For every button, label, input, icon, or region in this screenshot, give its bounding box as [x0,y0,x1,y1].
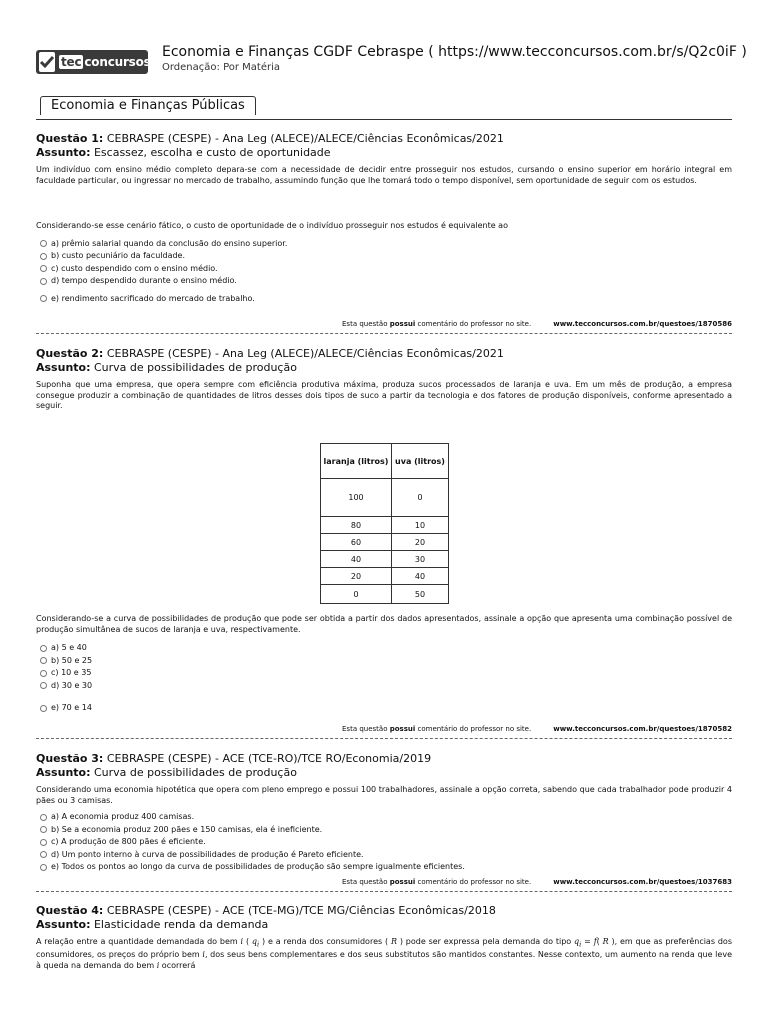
option-a[interactable] [36,811,732,824]
question-3 [36,752,732,874]
option-d[interactable] [36,680,732,693]
option-d[interactable] [36,849,732,862]
question-header [36,347,732,361]
option-a[interactable] [36,238,732,251]
subject-text: Escassez, escolha e custo de oportunidade [93,146,331,159]
table-cell: 0 [392,479,449,517]
option-label: a) A economia produz 400 camisas. [51,812,195,821]
radio-button[interactable] [40,826,47,833]
table-row [321,585,449,604]
option-e[interactable] [36,861,732,874]
radio-button[interactable] [40,851,47,858]
question-number: Questão 1: [36,132,104,145]
table-header: laranja (litros) [321,444,392,479]
option-c[interactable] [36,667,732,680]
option-label: d) 30 e 30 [51,680,93,690]
production-table [320,443,449,604]
subject-text: Curva de possibilidades de produção [93,361,297,374]
text-part: ( [243,937,252,946]
table-cell: 10 [392,517,449,534]
table-cell: 80 [321,517,392,534]
question-text [36,937,732,971]
text-part: , dos seus bens complementares e dos seus substitutos são mantidos constantes. Nesse contexto, um aumento na renda que leve à queda na demanda do bem [36,950,732,970]
question-2-body [36,614,732,715]
math-symbol: R [602,937,609,946]
option-b[interactable] [36,655,732,668]
radio-button[interactable] [40,705,47,712]
question-1-body [36,221,732,305]
table-cell: 30 [392,551,449,568]
option-label: a) prêmio salarial quando da conclusão do ensino superior. [51,238,288,248]
table-cell: 40 [321,551,392,568]
radio-button[interactable] [40,253,47,260]
text-part: A relação entre a quantidade demandada do bem [36,937,241,946]
option-b[interactable] [36,250,732,263]
check-icon [39,52,55,72]
comment-note [342,725,531,733]
option-label: b) Se a economia produz 200 pães e 150 camisas, ela é ineficiente. [51,824,323,834]
question-footer [36,878,732,888]
question-subject [36,766,732,780]
text-part: = [581,937,594,946]
radio-button[interactable] [40,864,47,871]
comment-note-pre: Esta questão [342,878,390,886]
math-symbol: R [390,937,397,946]
table-header: uva (litros) [392,444,449,479]
section-divider [36,119,732,120]
comment-note-post: comentário do professor no site. [415,878,532,886]
table-row [321,479,449,517]
question-subject [36,918,732,932]
question-link[interactable]: www.tecconcursos.com.br/questoes/1037683 [553,878,732,886]
option-label: a) 5 e 40 [51,643,87,652]
question-header [36,904,732,918]
math-symbol: f [593,937,597,946]
comment-note-bold: possui [389,320,416,328]
option-label: b) custo pecuniário da faculdade. [51,251,186,260]
option-label: c) custo despendido com o ensino médio. [51,263,218,273]
logo-text [59,55,151,69]
question-source: CEBRASPE (CESPE) - Ana Leg (ALECE)/ALECE/Ciências Econômicas/2021 [106,347,504,360]
question-source: CEBRASPE (CESPE) - Ana Leg (ALECE)/ALECE/Ciências Econômicas/2021 [106,132,504,145]
text-part: ( [596,937,603,946]
math-symbol: q [251,937,258,946]
radio-button[interactable] [40,839,47,846]
question-separator [36,738,732,739]
logo-text-rest: concursos [84,55,151,69]
math-symbol: i [156,960,160,970]
question-separator [36,333,732,334]
table-cell: 100 [321,479,392,517]
option-c[interactable] [36,263,732,276]
option-a[interactable] [36,642,732,655]
radio-button[interactable] [40,657,47,664]
question-footer [36,320,732,330]
table-cell: 0 [321,585,392,604]
table-cell: 40 [392,568,449,585]
table-row [321,568,449,585]
question-prompt: Considerando-se a curva de possibilidades de produção que pode ser obtida a partir dos dados apresentados, assinale a opção que apresenta uma combinação possível de produção simultânea de sucos de laranja e uva, respectivamente. [36,614,732,634]
subject-label: Assunto: [36,146,91,159]
radio-button[interactable] [40,240,47,247]
question-2 [36,347,732,412]
option-b[interactable] [36,824,732,837]
subject-label: Assunto: [36,766,91,779]
comment-note-post: comentário do professor no site. [415,320,532,328]
ordering-label: Ordenação: Por Matéria [162,62,280,73]
comment-note [342,320,531,328]
table-cell: 20 [392,534,449,551]
subject-text: Curva de possibilidades de produção [93,766,297,779]
document-header [36,44,747,80]
math-symbol: i [240,937,244,946]
option-label: d) Um ponto interno à curva de possibilidades de produção é Pareto eficiente. [51,849,364,859]
table-header-row [321,444,449,479]
question-text: Considerando uma economia hipotética que opera com pleno emprego e possui 100 trabalhadores, assinale a opção correta, sabendo que cada trabalhador pode produzir 4 pães ou 3 camisas. [36,785,732,805]
question-separator [36,891,732,892]
text-part: ) pode ser expressa pela demanda do tipo [396,937,575,946]
option-label: b) 50 e 25 [51,655,93,665]
text-part: ) e a renda dos consumidores ( [259,937,391,946]
option-label: c) 10 e 35 [51,668,92,677]
question-subject [36,146,732,160]
option-d[interactable] [36,275,732,288]
radio-button[interactable] [40,814,47,821]
question-source: CEBRASPE (CESPE) - ACE (TCE-MG)/TCE MG/Ciências Econômicas/2018 [106,904,496,917]
question-number: Questão 4: [36,904,104,917]
comment-note-bold: possui [389,878,416,886]
text-part: ), em que as preferências dos consumidores, os preços do próprio bem [36,937,732,960]
question-number: Questão 2: [36,347,104,360]
math-symbol: q [574,937,580,946]
logo-text-tec: tec [61,55,82,69]
question-header [36,752,732,766]
option-label: e) Todos os pontos ao longo da curva de possibilidades de produção são sempre igualmente eficientes. [51,862,465,871]
comment-note-bold: possui [389,725,416,733]
table-cell: 50 [392,585,449,604]
question-text: Suponha que uma empresa, que opera sempre com eficiência produtiva máxima, produza sucos processados de laranja e uva. Em um mês de produção, a empresa consegue produzir a combinação de quantidades de litros desses dois tipos de suco a partir da tecnologia e dos fatores de produção disponíveis, conforme apresentado a seguir. [36,380,732,410]
option-c[interactable] [36,836,732,849]
question-source: CEBRASPE (CESPE) - ACE (TCE-RO)/TCE RO/Economia/2019 [106,752,432,765]
question-footer [36,725,732,735]
subject-label: Assunto: [36,918,91,931]
table-cell: 20 [321,568,392,585]
question-text: Um indivíduo com ensino médio completo depara-se com a necessidade de decidir entre prosseguir nos estudos, cursando o ensino superior em horário integral em faculdade particular, ou ingressar no mercado de trabalho, assumindo função que lhe tomará todo o tempo disponível, sem oportunidade de seguir com os estudos. [36,165,732,185]
option-e[interactable] [36,702,732,715]
radio-button[interactable] [40,670,47,677]
question-header [36,132,732,146]
radio-button[interactable] [40,278,47,285]
question-1 [36,132,732,186]
math-symbol: i [202,950,205,960]
question-subject [36,361,732,375]
comment-note-post: comentário do professor no site. [415,725,532,733]
math-subscript: i [579,940,582,949]
tecconcursos-logo [36,50,151,74]
table-row [321,534,449,551]
radio-button[interactable] [40,682,47,689]
question-number: Questão 3: [36,752,104,765]
comment-note [342,878,531,886]
radio-button[interactable] [40,295,47,302]
subject-label: Assunto: [36,361,91,374]
question-prompt: Considerando-se esse cenário fático, o custo de oportunidade de o indivíduo prosseguir nos estudos é equivalente ao [36,221,508,230]
text-part: ocorrerá [159,960,196,970]
radio-button[interactable] [40,645,47,652]
option-e[interactable] [36,293,732,306]
section-tab: Economia e Finanças Públicas [40,96,256,115]
option-label: e) rendimento sacrificado do mercado de trabalho. [51,293,255,303]
option-label: c) A produção de 800 pães é eficiente. [51,837,206,846]
question-4 [36,904,732,971]
comment-note-pre: Esta questão [342,320,390,328]
math-subscript: i [257,940,260,949]
question-link[interactable]: www.tecconcursos.com.br/questoes/1870582 [553,725,732,733]
table-cell: 60 [321,534,392,551]
comment-note-pre: Esta questão [342,725,390,733]
document-title: Economia e Finanças CGDF Cebraspe ( https://www.tecconcursos.com.br/s/Q2c0iF ) [162,44,747,60]
question-link[interactable]: www.tecconcursos.com.br/questoes/1870586 [553,320,732,328]
table-row [321,551,449,568]
subject-text: Elasticidade renda da demanda [93,918,269,931]
option-label: e) 70 e 14 [51,703,92,712]
radio-button[interactable] [40,265,47,272]
table-row [321,517,449,534]
option-label: d) tempo despendido durante o ensino médio. [51,276,237,285]
